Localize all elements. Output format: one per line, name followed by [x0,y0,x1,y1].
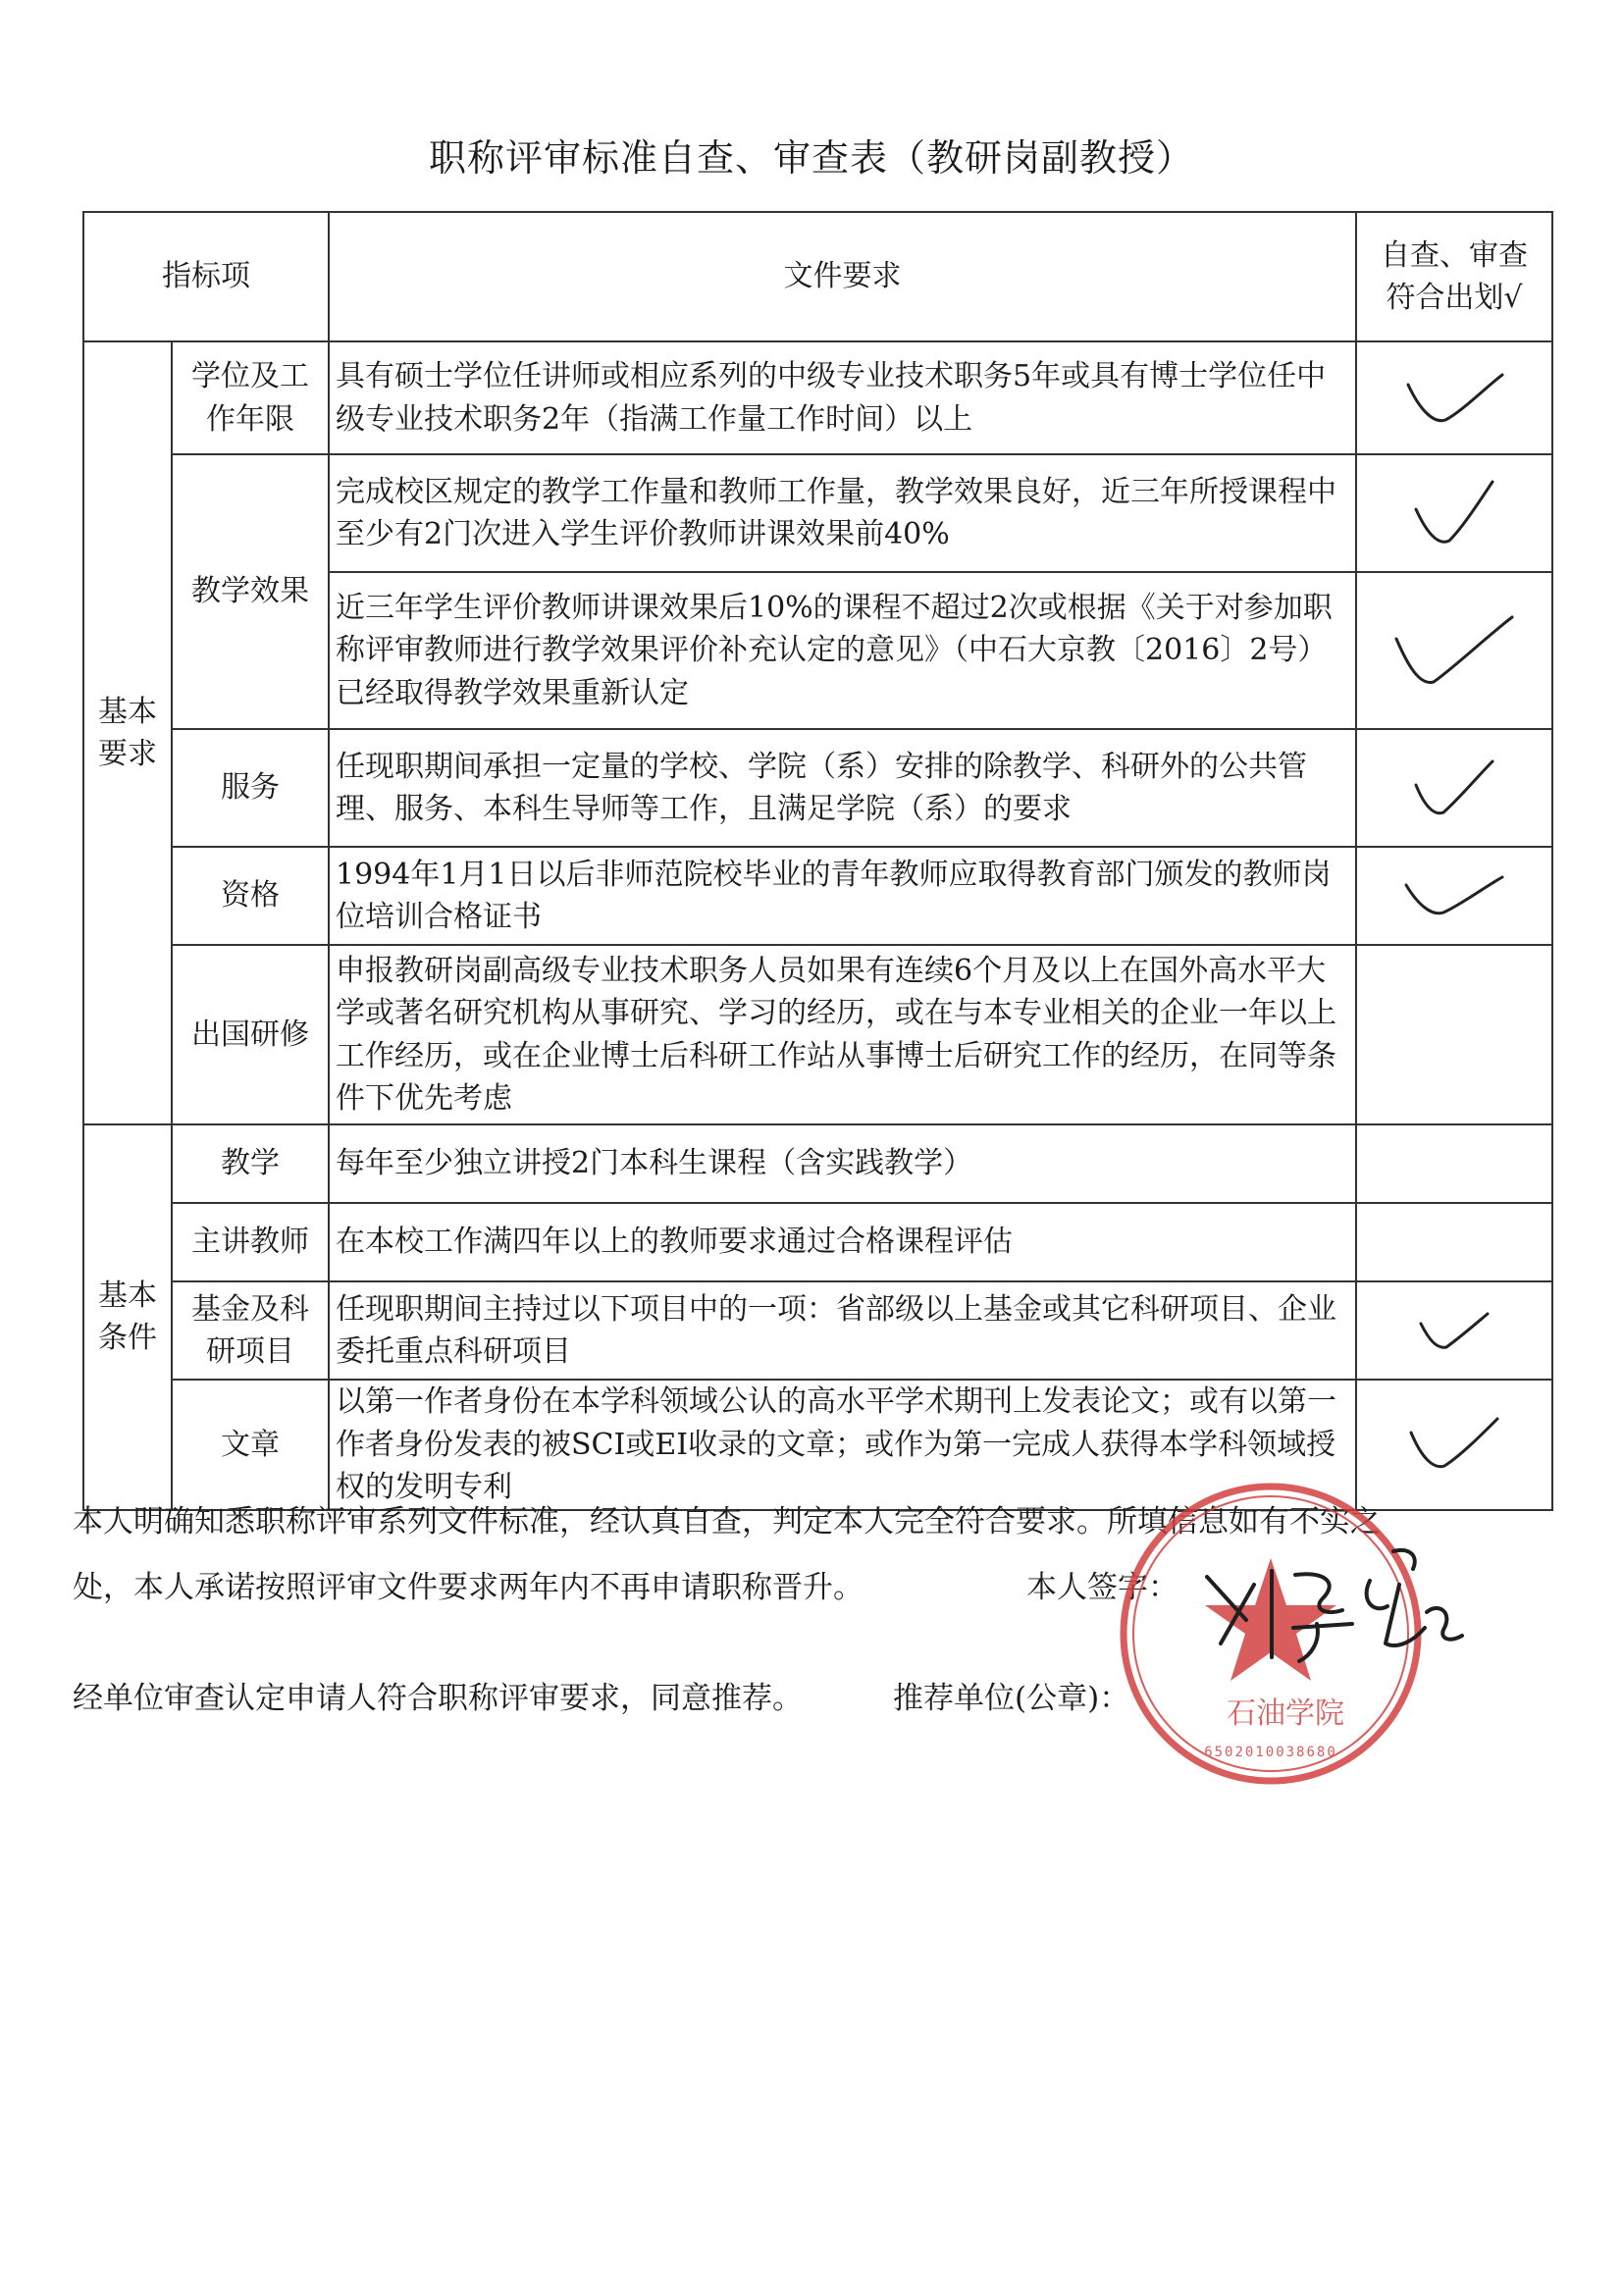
approval-statement: 经单位审查认定申请人符合职称评审要求，同意推荐。 [73,1681,803,1716]
checkmark-icon [1390,611,1518,690]
checkmark-icon [1410,476,1498,550]
check-header: 自查、审查符合出划√ [1356,212,1552,341]
sub-indicator-cell: 出国研修 [172,945,329,1124]
declaration-line-1: 本人明确知悉职称评审系列文件标准，经认真自查，判定本人完全符合要求。所填信息如有不实之 [73,1504,1381,1539]
requirement-cell: 申报教研岗副高级专业技术职务人员如果有连续6个月及以上在国外高水平大学或著名研究机构从事研究、学习的经历，或在与本专业相关的企业一年以上工作经历，或在企业博士后科研工作站从事博士后研究工作的经历，在同等条件下优先考虑 [329,945,1356,1124]
sub-indicator-cell: 服务 [172,729,329,847]
sub-indicator-cell: 教学 [172,1124,329,1203]
requirement-cell: 以第一作者身份在本学科领域公认的高水平学术期刊上发表论文；或有以第一作者身份发表的被SCI或EI收录的文章；或作为第一完成人获得本学科领域授权的发明专利 [329,1380,1356,1510]
requirement-cell: 在本校工作满四年以上的教师要求通过合格课程评估 [329,1203,1356,1281]
check-cell [1356,847,1552,945]
declaration-line-2: 处，本人承诺按照评审文件要求两年内不再申请职称晋升。 [73,1570,864,1605]
checkmark-icon [1400,369,1508,428]
checkmark-icon [1400,871,1508,920]
seal-name: 石油学院 [1227,1696,1344,1731]
table-row [83,1203,1552,1281]
signature-label: 本人签字： [1026,1570,1178,1605]
handwritten-signature [1178,1526,1472,1683]
checkmark-icon [1405,1413,1503,1476]
sub-indicator-cell: 资格 [172,847,329,945]
requirement-cell: 1994年1月1日以后非师范院校毕业的青年教师应取得教育部门颁发的教师岗位培训合格证书 [329,847,1356,945]
sub-indicator-cell: 文章 [172,1380,329,1510]
category-cell: 基本条件 [83,1124,172,1510]
table-header-row [83,212,1552,341]
requirement-header: 文件要求 [329,212,1356,341]
sub-indicator-cell: 教学效果 [172,454,329,729]
requirement-cell: 任现职期间主持过以下项目中的一项：省部级以上基金或其它科研项目、企业委托重点科研项目 [329,1281,1356,1380]
requirement-cell: 完成校区规定的教学工作量和教师工作量，教学效果良好，近三年所授课程中至少有2门次进入学生评价教师讲课效果前40% [329,454,1356,572]
table-row [83,454,1552,572]
table-row [83,729,1552,847]
table-row [83,1281,1552,1380]
recommending-unit-label: 推荐单位(公章)： [893,1681,1130,1716]
check-cell [1356,341,1552,454]
sub-indicator-cell: 学位及工作年限 [172,341,329,454]
check-cell [1356,1203,1552,1281]
checkmark-icon [1415,1306,1493,1355]
check-cell [1356,945,1552,1124]
requirement-cell: 具有硕士学位任讲师或相应系列的中级专业技术职务5年或具有博士学位任中级专业技术职务2年（指满工作量工作时间）以上 [329,341,1356,454]
indicator-header: 指标项 [83,212,329,341]
table-row [83,1124,1552,1203]
criteria-table [82,211,1553,1511]
sub-indicator-cell: 基金及科研项目 [172,1281,329,1380]
check-cell [1356,1124,1552,1203]
seal-number: 6502010038680 [1204,1745,1337,1760]
check-cell [1356,729,1552,847]
page-title: 职称评审标准自查、审查表（教研岗副教授） [428,136,1194,180]
requirement-cell: 近三年学生评价教师讲课效果后10%的课程不超过2次或根据《关于对参加职称评审教师进行教学效果评价补充认定的意见》（中石大京教〔2016〕2号）已经取得教学效果重新认定 [329,572,1356,729]
table-row [83,341,1552,454]
check-cell [1356,454,1552,572]
requirement-cell: 任现职期间承担一定量的学校、学院（系）安排的除教学、科研外的公共管理、服务、本科生导师等工作，且满足学院（系）的要求 [329,729,1356,847]
check-cell [1356,1281,1552,1380]
table-row [83,945,1552,1124]
checkmark-icon [1410,756,1498,820]
sub-indicator-cell: 主讲教师 [172,1203,329,1281]
requirement-cell: 每年至少独立讲授2门本科生课程（含实践教学） [329,1124,1356,1203]
table-row [83,847,1552,945]
category-cell: 基本要求 [83,341,172,1124]
check-cell [1356,572,1552,729]
